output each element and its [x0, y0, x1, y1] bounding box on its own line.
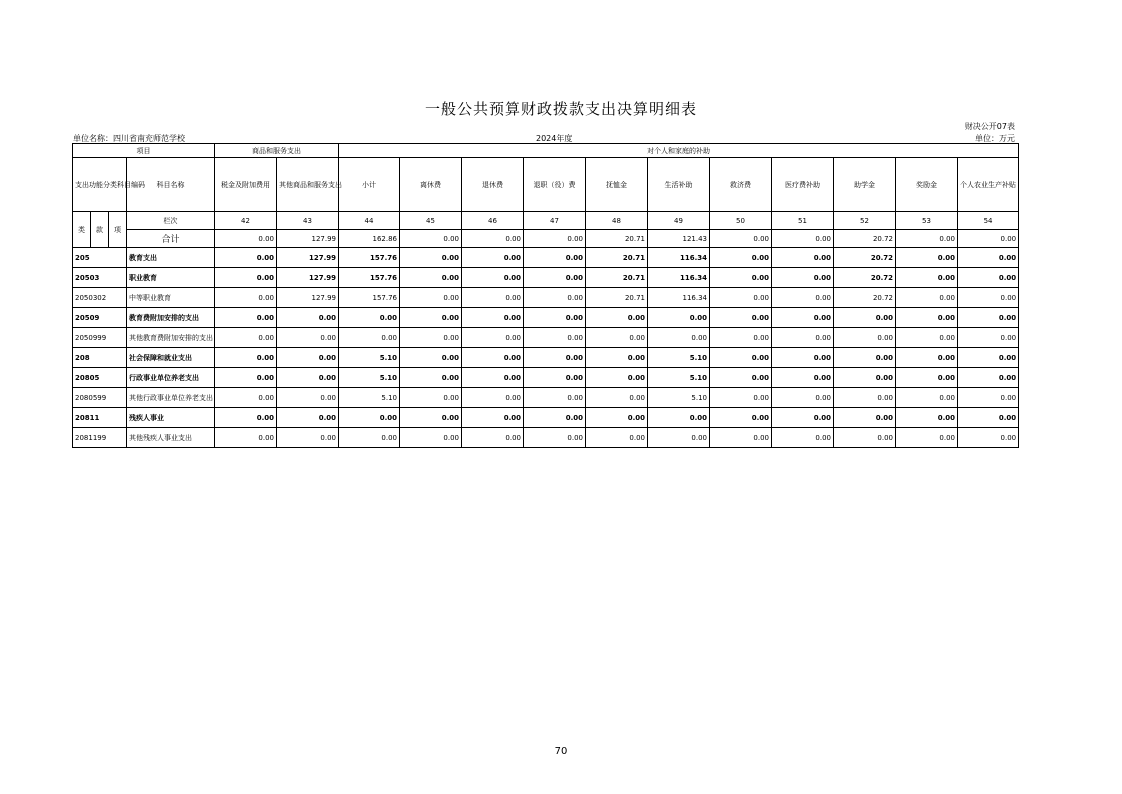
row-value: 0.00 — [524, 408, 586, 428]
table-row — [73, 408, 1019, 428]
row-value: 0.00 — [215, 268, 277, 288]
total-cell: 0.00 — [710, 230, 772, 248]
row-value: 0.00 — [772, 388, 834, 408]
row-value: 0.00 — [462, 248, 524, 268]
row-value: 0.00 — [834, 348, 896, 368]
row-value: 0.00 — [339, 308, 400, 328]
unit-name: 单位名称：四川省南充师范学校 — [73, 134, 185, 143]
row-value: 0.00 — [400, 288, 462, 308]
row-value: 0.00 — [772, 428, 834, 448]
row-name: 教育费附加安排的支出 — [127, 308, 215, 328]
row-value: 0.00 — [462, 388, 524, 408]
header-living: 生活补助 — [648, 158, 710, 212]
total-cell: 127.99 — [277, 230, 339, 248]
col-number: 48 — [586, 212, 648, 230]
row-value: 0.00 — [958, 288, 1019, 308]
row-name: 职业教育 — [127, 268, 215, 288]
table-row — [73, 328, 1019, 348]
currency-unit: 单位：万元 — [975, 134, 1015, 143]
row-value: 116.34 — [648, 268, 710, 288]
table-row — [73, 348, 1019, 368]
row-value: 0.00 — [648, 428, 710, 448]
total-cell: 0.00 — [896, 230, 958, 248]
table-row — [73, 288, 1019, 308]
row-value: 0.00 — [834, 388, 896, 408]
row-value: 0.00 — [710, 268, 772, 288]
header-subject-name: 科目名称 — [127, 158, 215, 212]
row-value: 0.00 — [277, 348, 339, 368]
header-medical: 医疗费补助 — [772, 158, 834, 212]
row-value: 157.76 — [339, 288, 400, 308]
row-value: 0.00 — [462, 368, 524, 388]
row-name: 残疾人事业 — [127, 408, 215, 428]
row-value: 0.00 — [215, 328, 277, 348]
col-number: 47 — [524, 212, 586, 230]
row-value: 0.00 — [586, 328, 648, 348]
total-cell: 0.00 — [215, 230, 277, 248]
row-value: 5.10 — [339, 388, 400, 408]
header-lei: 类 — [73, 212, 91, 248]
table-row — [73, 308, 1019, 328]
row-code: 20509 — [73, 308, 127, 328]
row-value: 0.00 — [400, 348, 462, 368]
row-value: 0.00 — [958, 248, 1019, 268]
table-row — [73, 368, 1019, 388]
row-value: 0.00 — [400, 268, 462, 288]
row-value: 0.00 — [586, 428, 648, 448]
row-value: 0.00 — [215, 288, 277, 308]
total-label: 合计 — [127, 230, 215, 248]
row-value: 0.00 — [834, 328, 896, 348]
row-value: 0.00 — [958, 268, 1019, 288]
row-value: 0.00 — [400, 408, 462, 428]
row-value: 0.00 — [400, 328, 462, 348]
row-value: 0.00 — [400, 308, 462, 328]
table-row — [73, 428, 1019, 448]
total-cell: 0.00 — [772, 230, 834, 248]
row-value: 0.00 — [710, 388, 772, 408]
header-relief: 救济费 — [710, 158, 772, 212]
row-value: 0.00 — [896, 348, 958, 368]
row-code: 20811 — [73, 408, 127, 428]
row-code: 20805 — [73, 368, 127, 388]
header-xiang: 项 — [109, 212, 127, 248]
row-value: 0.00 — [524, 388, 586, 408]
row-value: 0.00 — [277, 408, 339, 428]
row-value: 0.00 — [586, 368, 648, 388]
row-value: 20.72 — [834, 248, 896, 268]
row-value: 20.71 — [586, 248, 648, 268]
row-value: 0.00 — [772, 408, 834, 428]
row-value: 127.99 — [277, 268, 339, 288]
col-number: 42 — [215, 212, 277, 230]
row-value: 20.72 — [834, 288, 896, 308]
page-number: 70 — [554, 746, 568, 757]
row-value: 0.00 — [215, 308, 277, 328]
row-value: 0.00 — [400, 428, 462, 448]
col-number: 46 — [462, 212, 524, 230]
row-code: 205 — [73, 248, 127, 268]
col-number: 51 — [772, 212, 834, 230]
row-value: 0.00 — [710, 308, 772, 328]
row-value: 0.00 — [772, 268, 834, 288]
header-tax: 税金及附加费用 — [215, 158, 277, 212]
row-value: 0.00 — [896, 268, 958, 288]
header-pension: 抚恤金 — [586, 158, 648, 212]
row-value: 0.00 — [524, 268, 586, 288]
header-func-code: 支出功能分类科目编码 — [73, 158, 127, 212]
row-value: 0.00 — [772, 368, 834, 388]
row-name: 其他残疾人事业支出 — [127, 428, 215, 448]
table-row — [73, 268, 1019, 288]
expenditure-table — [72, 143, 1019, 448]
row-value: 20.71 — [586, 268, 648, 288]
row-value: 0.00 — [277, 388, 339, 408]
report-title: 一般公共预算财政拨款支出决算明细表 — [424, 100, 697, 118]
row-value: 0.00 — [648, 408, 710, 428]
total-cell: 20.71 — [586, 230, 648, 248]
row-value: 0.00 — [215, 428, 277, 448]
row-value: 0.00 — [277, 308, 339, 328]
row-value: 0.00 — [339, 428, 400, 448]
row-value: 0.00 — [524, 328, 586, 348]
col-number: 54 — [958, 212, 1019, 230]
row-code: 20503 — [73, 268, 127, 288]
row-value: 0.00 — [215, 368, 277, 388]
row-value: 0.00 — [524, 308, 586, 328]
row-value: 0.00 — [958, 428, 1019, 448]
row-value: 0.00 — [710, 408, 772, 428]
row-value: 0.00 — [896, 328, 958, 348]
row-value: 0.00 — [958, 368, 1019, 388]
row-value: 116.34 — [648, 288, 710, 308]
row-value: 0.00 — [462, 428, 524, 448]
row-name: 其他行政事业单位养老支出 — [127, 388, 215, 408]
row-value: 0.00 — [586, 388, 648, 408]
header-aid: 助学金 — [834, 158, 896, 212]
header-farm: 个人农业生产补贴 — [958, 158, 1019, 212]
total-cell: 121.43 — [648, 230, 710, 248]
row-value: 0.00 — [896, 408, 958, 428]
row-value: 0.00 — [277, 368, 339, 388]
row-value: 0.00 — [648, 308, 710, 328]
row-value: 0.00 — [958, 328, 1019, 348]
row-value: 0.00 — [586, 408, 648, 428]
col-number: 53 — [896, 212, 958, 230]
row-value: 0.00 — [958, 388, 1019, 408]
row-value: 157.76 — [339, 248, 400, 268]
row-code: 2080599 — [73, 388, 127, 408]
row-value: 0.00 — [896, 368, 958, 388]
row-value: 0.00 — [834, 308, 896, 328]
total-cell: 0.00 — [400, 230, 462, 248]
row-name: 教育支出 — [127, 248, 215, 268]
row-value: 0.00 — [277, 328, 339, 348]
row-value: 0.00 — [215, 348, 277, 368]
row-value: 0.00 — [277, 428, 339, 448]
header-goods-services: 商品和服务支出 — [215, 144, 339, 158]
row-name: 社会保障和就业支出 — [127, 348, 215, 368]
total-cell: 0.00 — [462, 230, 524, 248]
total-cell: 162.86 — [339, 230, 400, 248]
row-value: 0.00 — [215, 408, 277, 428]
row-value: 0.00 — [586, 348, 648, 368]
row-value: 0.00 — [462, 268, 524, 288]
row-value: 20.72 — [834, 268, 896, 288]
row-code: 2081199 — [73, 428, 127, 448]
form-number: 财决公开07表 — [964, 122, 1015, 131]
row-value: 0.00 — [339, 408, 400, 428]
col-number: 50 — [710, 212, 772, 230]
total-cell: 20.72 — [834, 230, 896, 248]
row-value: 0.00 — [958, 308, 1019, 328]
row-value: 5.10 — [339, 348, 400, 368]
header-other-goods: 其他商品和服务支出 — [277, 158, 339, 212]
row-value: 0.00 — [958, 408, 1019, 428]
total-cell: 0.00 — [524, 230, 586, 248]
row-value: 127.99 — [277, 248, 339, 268]
row-code: 2050302 — [73, 288, 127, 308]
row-value: 0.00 — [462, 348, 524, 368]
row-value: 0.00 — [215, 388, 277, 408]
row-value: 0.00 — [648, 328, 710, 348]
row-value: 0.00 — [834, 408, 896, 428]
total-row — [73, 230, 1019, 248]
row-value: 127.99 — [277, 288, 339, 308]
table-row — [73, 388, 1019, 408]
row-value: 5.10 — [648, 348, 710, 368]
row-name: 中等职业教育 — [127, 288, 215, 308]
header-personal-family: 对个人和家庭的补助 — [339, 144, 1019, 158]
row-value: 0.00 — [339, 328, 400, 348]
row-value: 0.00 — [772, 328, 834, 348]
row-value: 0.00 — [710, 368, 772, 388]
row-name: 其他教育费附加安排的支出 — [127, 328, 215, 348]
row-value: 0.00 — [710, 248, 772, 268]
row-value: 0.00 — [896, 388, 958, 408]
row-name: 行政事业单位养老支出 — [127, 368, 215, 388]
row-value: 0.00 — [958, 348, 1019, 368]
row-value: 0.00 — [710, 428, 772, 448]
col-number: 43 — [277, 212, 339, 230]
row-value: 0.00 — [462, 288, 524, 308]
row-value: 0.00 — [462, 328, 524, 348]
col-number: 49 — [648, 212, 710, 230]
row-value: 5.10 — [339, 368, 400, 388]
row-value: 0.00 — [400, 248, 462, 268]
row-value: 0.00 — [772, 348, 834, 368]
row-value: 0.00 — [462, 308, 524, 328]
row-value: 0.00 — [524, 288, 586, 308]
row-value: 0.00 — [834, 368, 896, 388]
row-code: 2050999 — [73, 328, 127, 348]
row-value: 157.76 — [339, 268, 400, 288]
row-value: 0.00 — [896, 308, 958, 328]
row-code: 208 — [73, 348, 127, 368]
row-value: 0.00 — [710, 348, 772, 368]
total-cell: 0.00 — [958, 230, 1019, 248]
row-value: 0.00 — [896, 248, 958, 268]
header-lanci: 栏次 — [127, 212, 215, 230]
table-row — [73, 248, 1019, 268]
row-value: 0.00 — [896, 288, 958, 308]
row-value: 0.00 — [215, 248, 277, 268]
row-value: 0.00 — [400, 388, 462, 408]
row-value: 0.00 — [834, 428, 896, 448]
row-value: 0.00 — [400, 368, 462, 388]
header-resign: 退职（役）费 — [524, 158, 586, 212]
col-number: 44 — [339, 212, 400, 230]
row-value: 0.00 — [772, 308, 834, 328]
row-value: 0.00 — [524, 368, 586, 388]
header-retire: 退休费 — [462, 158, 524, 212]
report-year: 2024年度 — [536, 134, 573, 143]
col-number: 52 — [834, 212, 896, 230]
row-value: 0.00 — [772, 288, 834, 308]
row-value: 0.00 — [462, 408, 524, 428]
col-number: 45 — [400, 212, 462, 230]
row-value: 5.10 — [648, 388, 710, 408]
row-value: 0.00 — [524, 248, 586, 268]
row-value: 0.00 — [710, 328, 772, 348]
header-project: 项目 — [73, 144, 215, 158]
header-reward: 奖励金 — [896, 158, 958, 212]
row-value: 0.00 — [710, 288, 772, 308]
row-value: 20.71 — [586, 288, 648, 308]
row-value: 0.00 — [524, 428, 586, 448]
row-value: 0.00 — [772, 248, 834, 268]
header-subtotal: 小计 — [339, 158, 400, 212]
header-retire-fee: 离休费 — [400, 158, 462, 212]
row-value: 0.00 — [524, 348, 586, 368]
row-value: 5.10 — [648, 368, 710, 388]
row-value: 0.00 — [896, 428, 958, 448]
row-value: 0.00 — [586, 308, 648, 328]
header-kuan: 款 — [91, 212, 109, 248]
row-value: 116.34 — [648, 248, 710, 268]
